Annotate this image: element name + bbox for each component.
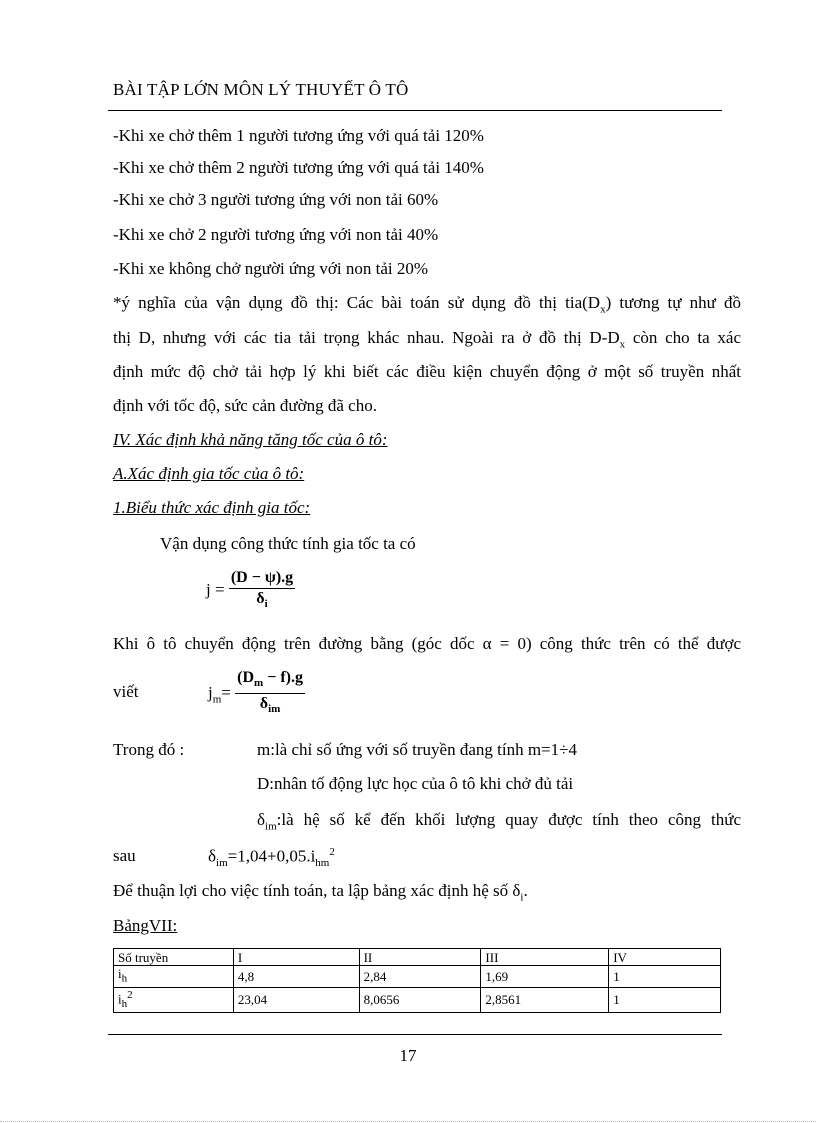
part-a-heading: A.Xác định gia tốc của ô tô: [113,464,305,483]
formula-intro: Vận dụng công thức tính gia tốc ta có [160,534,416,553]
meaning-line-2: thị D, nhưng với các tia tải trọng khác nhau. Ngoài ra ở đồ thị $D-D_x$ còn cho ta xác [113,328,741,351]
formula2-fraction [235,668,305,719]
viet-word: viết [113,682,139,701]
sau-word: sau [113,846,136,865]
meaning-line-4: định với tốc độ, sức cản đường đã cho. [113,396,377,415]
table-row [114,987,721,1012]
table-cell: 1,69 [481,966,609,988]
flat-road-formula [208,668,305,719]
header-divider [108,110,722,111]
delta-im-expression: $\delta_{im}=1,04+0,05.i_{hm}^2$ [208,846,335,870]
header-cell: Số truyền [114,949,234,966]
meaning-line-3: định mức độ chở tải hợp lý khi biết các điều kiện chuyển động ở một số truyền nhất [113,362,741,381]
table-row [114,966,721,988]
gear-ratio-table [113,948,721,1013]
formula1-denominator: $\delta_i$ [256,590,268,611]
m-definition: m:là chỉ số ứng với số truyền đang tính m=1÷4 [257,740,577,759]
table-intro: Để thuận lợi cho việc tính toán, ta lập bảng xác định hệ số $\delta_i$. [113,881,528,904]
load-line-2: -Khi xe chở thêm 2 người tương ứng với quá tải 140% [113,158,484,177]
formula2-denominator: $\delta_{im}$ [259,695,281,716]
header-cell: III [481,949,609,966]
table-cell: 2,84 [359,966,481,988]
load-line-3: -Khi xe chở 3 người tương ứng với non tải 60% [113,190,439,209]
table-cell: 23,04 [233,987,359,1012]
row-label: $i_h^2$ [114,987,234,1012]
page-number: 17 [399,1046,417,1065]
footer-divider [108,1034,722,1035]
load-line-4: -Khi xe chở 2 người tương ứng với non tải 40% [113,225,439,244]
header-cell: II [359,949,481,966]
header-cell: IV [609,949,721,966]
where-label: Trong đó : [113,740,185,759]
table-cell: 4,8 [233,966,359,988]
header-cell: I [233,949,359,966]
load-line-5: -Khi xe không chở người ứng với non tải 20% [113,259,428,278]
table-title: BảngVII: [113,916,178,935]
formula2-numerator: $(D_m - f).g$ [235,668,305,694]
table-cell: 1 [609,966,721,988]
section-iv-heading: IV. Xác định khả năng tăng tốc của ô tô: [113,430,388,449]
formula1-numerator: (D − ψ).g [229,568,295,589]
formula1-fraction [229,568,295,614]
item-1-heading: 1.Biểu thức xác định gia tốc: [113,498,311,517]
meaning-line-1: *ý nghĩa của vận dụng đồ thị: Các bài toán sử dụng đồ thị $tia(D_x)$ tương tự như đồ [113,293,741,316]
load-line-1: -Khi xe chở thêm 1 người tương ứng với quá tải 120% [113,126,484,145]
table-cell: 8,0656 [359,987,481,1012]
table-cell: 1 [609,987,721,1012]
page-header-title: BÀI TẬP LỚN MÔN LÝ THUYẾT Ô TÔ [113,80,409,99]
flat-road-text: Khi ô tô chuyển động trên đường bằng (góc dốc α = 0) công thức trên có thể được [113,634,741,653]
table-cell: 2,8561 [481,987,609,1012]
acceleration-formula [206,568,295,614]
formula2-lhs: $j_m=$ [208,682,231,705]
row-label: $i_h$ [114,966,234,988]
formula1-lhs: j = [206,580,225,599]
delta-definition: $\delta_{im}:là$ hệ số kể đến khối lượng quay được tính theo công thức [257,810,741,833]
table-header-row [114,949,721,966]
page-bottom-border [0,1121,816,1122]
d-definition: D:nhân tố động lực học của ô tô khi chở đủ tải [257,774,574,793]
